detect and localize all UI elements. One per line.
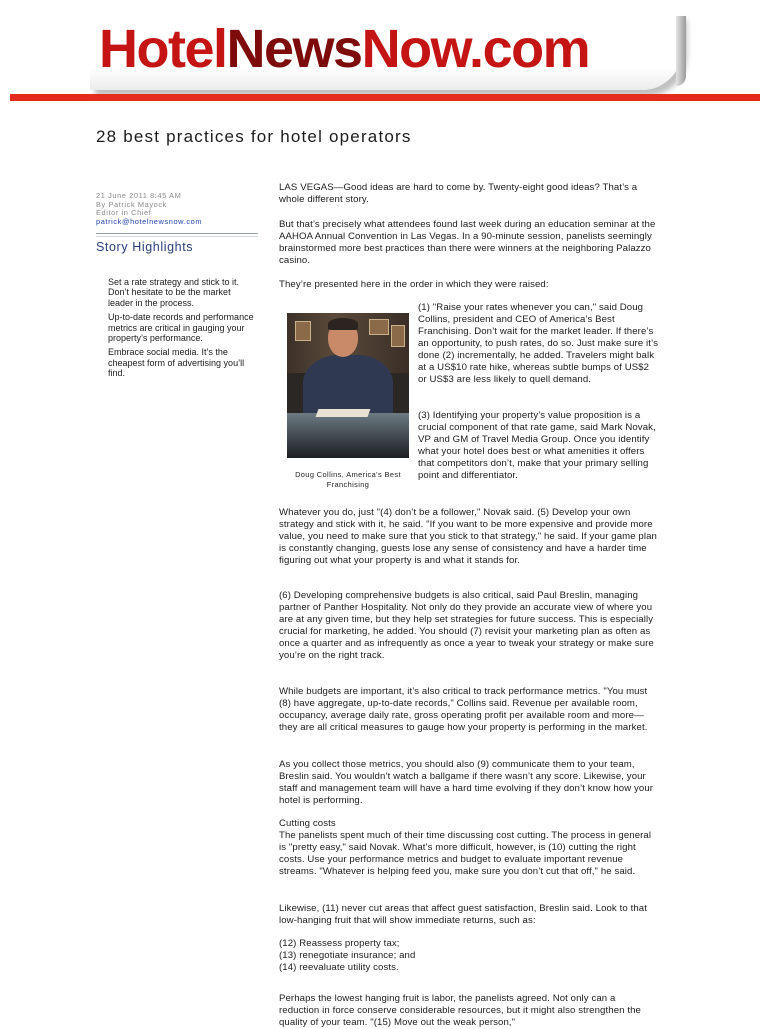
photo-frame-decor [295, 321, 311, 341]
photo-paper [316, 409, 371, 417]
photo-desk [287, 413, 409, 458]
article-title: 28 best practices for hotel operators [96, 127, 412, 146]
logo-news: News [226, 19, 362, 79]
highlight-item: Set a rate strategy and stick to it. Don’t hesitate to be the market leader in the process. [108, 277, 240, 308]
article-paragraph: But that’s precisely what attendees found last week during an education seminar at the AAHOA Annual Convention in Las Vegas. In a 90-minute session, panelists seemingly brainstormed more best practices than there were winners at the neighboring Palazzo casino. [279, 219, 656, 266]
list-item: (14) reevaluate utility costs. [279, 962, 399, 973]
photo-frame-decor [391, 325, 405, 347]
article-paragraph: While budgets are important, it’s also critical to track performance metrics. "You must (8) have aggregate, up-to-date records," Collins said. Revenue per available room, occupancy, average daily rate, gross operating profit per available room and more—they are all critical measures to gauge how your property is performing in the market. [279, 686, 648, 733]
author-email-link[interactable]: patrick@hotelnewsnow.com [96, 216, 203, 226]
article-meta [96, 192, 202, 226]
article-date: 21 June 2011 8:45 AM [96, 191, 182, 200]
list-item: (13) renegotiate insurance; and [279, 950, 416, 961]
highlight-item: Embrace social media. It’s the cheapest form of advertising you’ll find. [108, 347, 245, 379]
article-paragraph: They’re presented here in the order in which they were raised: [279, 279, 549, 290]
article-paragraph: Perhaps the lowest hanging fruit is labor, the panelists agreed. Not only can a reduction in force conserve considerable resources, but it might also strengthen the quality of your team. "(15) Move out the weak person," [279, 993, 641, 1028]
header-divider [10, 94, 760, 101]
photo-caption: Doug Collins, America's Best Franchising [295, 470, 401, 489]
story-highlights-list [108, 277, 258, 383]
article-paragraph: The panelists spent much of their time discussing cost cutting. The process in general is "pretty easy," said Novak. What’s more difficult, however, is (10) cutting the right costs. Use your performance metrics and budget to evaluate important revenue streams. "Whatever is helping feed you, make sure you don’t cut that off," he said. [279, 830, 652, 877]
meta-divider-light [96, 236, 258, 237]
photo-frame-decor [369, 319, 389, 335]
article-paragraph: (3) Identifying your property’s value proposition is a crucial component of that rate game, said Mark Novak, VP and GM of Travel Media Group. Once you identify what your hotel does best or what amenities it offers that competitors don’t, make that your primary selling point and differentiator. [418, 410, 656, 481]
banner-edge [676, 16, 686, 86]
story-highlights-heading: Story Highlights [96, 240, 194, 254]
article-byline: By Patrick Mayock [96, 199, 167, 209]
article-paragraph: Likewise, (11) never cut areas that affect guest satisfaction, Breslin said. Look to that low-hanging fruit that will show immediate returns, such as: [279, 903, 647, 926]
logo-hotel: Hotel [99, 19, 227, 79]
list-item: (12) Reassess property tax; [279, 938, 400, 949]
section-subheading: Cutting costs [279, 818, 336, 829]
article-paragraph: LAS VEGAS—Good ideas are hard to come by. Twenty-eight good ideas? That’s a whole different story. [279, 182, 638, 205]
photo-person-hair [328, 318, 358, 330]
logo-now: Now.com [361, 19, 590, 79]
article-paragraph: (6) Developing comprehensive budgets is also critical, said Paul Breslin, managing partner of Panther Hospitality. Not only do they provide an accurate view of where you are at any given time, but they help set strategies for future success. This is especially crucial for marketing, he added. You should (7) revisit your marketing plan as often as once a quarter and as infrequently as once a year to tweak your strategy or make sure you’re on the right track. [279, 590, 654, 661]
article-paragraph: (1) "Raise your rates whenever you can," said Doug Collins, president and CEO of America’s Best Franchising. Don’t wait for the market leader. If there’s an opportunity, to push rates, do so. Just make sure it’s done (2) incrementally, he added. Travelers might balk at a US$10 rate hike, whereas subtle bumps of US$2 or US$3 are less likely to quell demand. [418, 302, 658, 385]
highlight-item: Up-to-date records and performance metrics are critical in gauging your property’s performance. [108, 312, 254, 344]
meta-divider [96, 233, 258, 234]
author-role: Editor in Chief [96, 208, 152, 218]
site-logo[interactable] [99, 19, 590, 79]
article-paragraph: Whatever you do, just "(4) don’t be a follower," Novak said. (5) Develop your own strategy and stick with it, he said. "If you want to be more expensive and provide more value, you need to make sure that you stick to that strategy," he said. If your game plan is constantly changing, guests lose any sense of consistency and have a harder time figuring out what your property is and what it stands for. [279, 507, 657, 566]
article-photo [287, 313, 409, 458]
article-paragraph: As you collect those metrics, you should also (9) communicate them to your team, Breslin said. You wouldn’t watch a ballgame if there wasn’t any score. Likewise, your staff and management team will have a hard time evolving if they don’t know how your hotel is performing. [279, 759, 654, 806]
